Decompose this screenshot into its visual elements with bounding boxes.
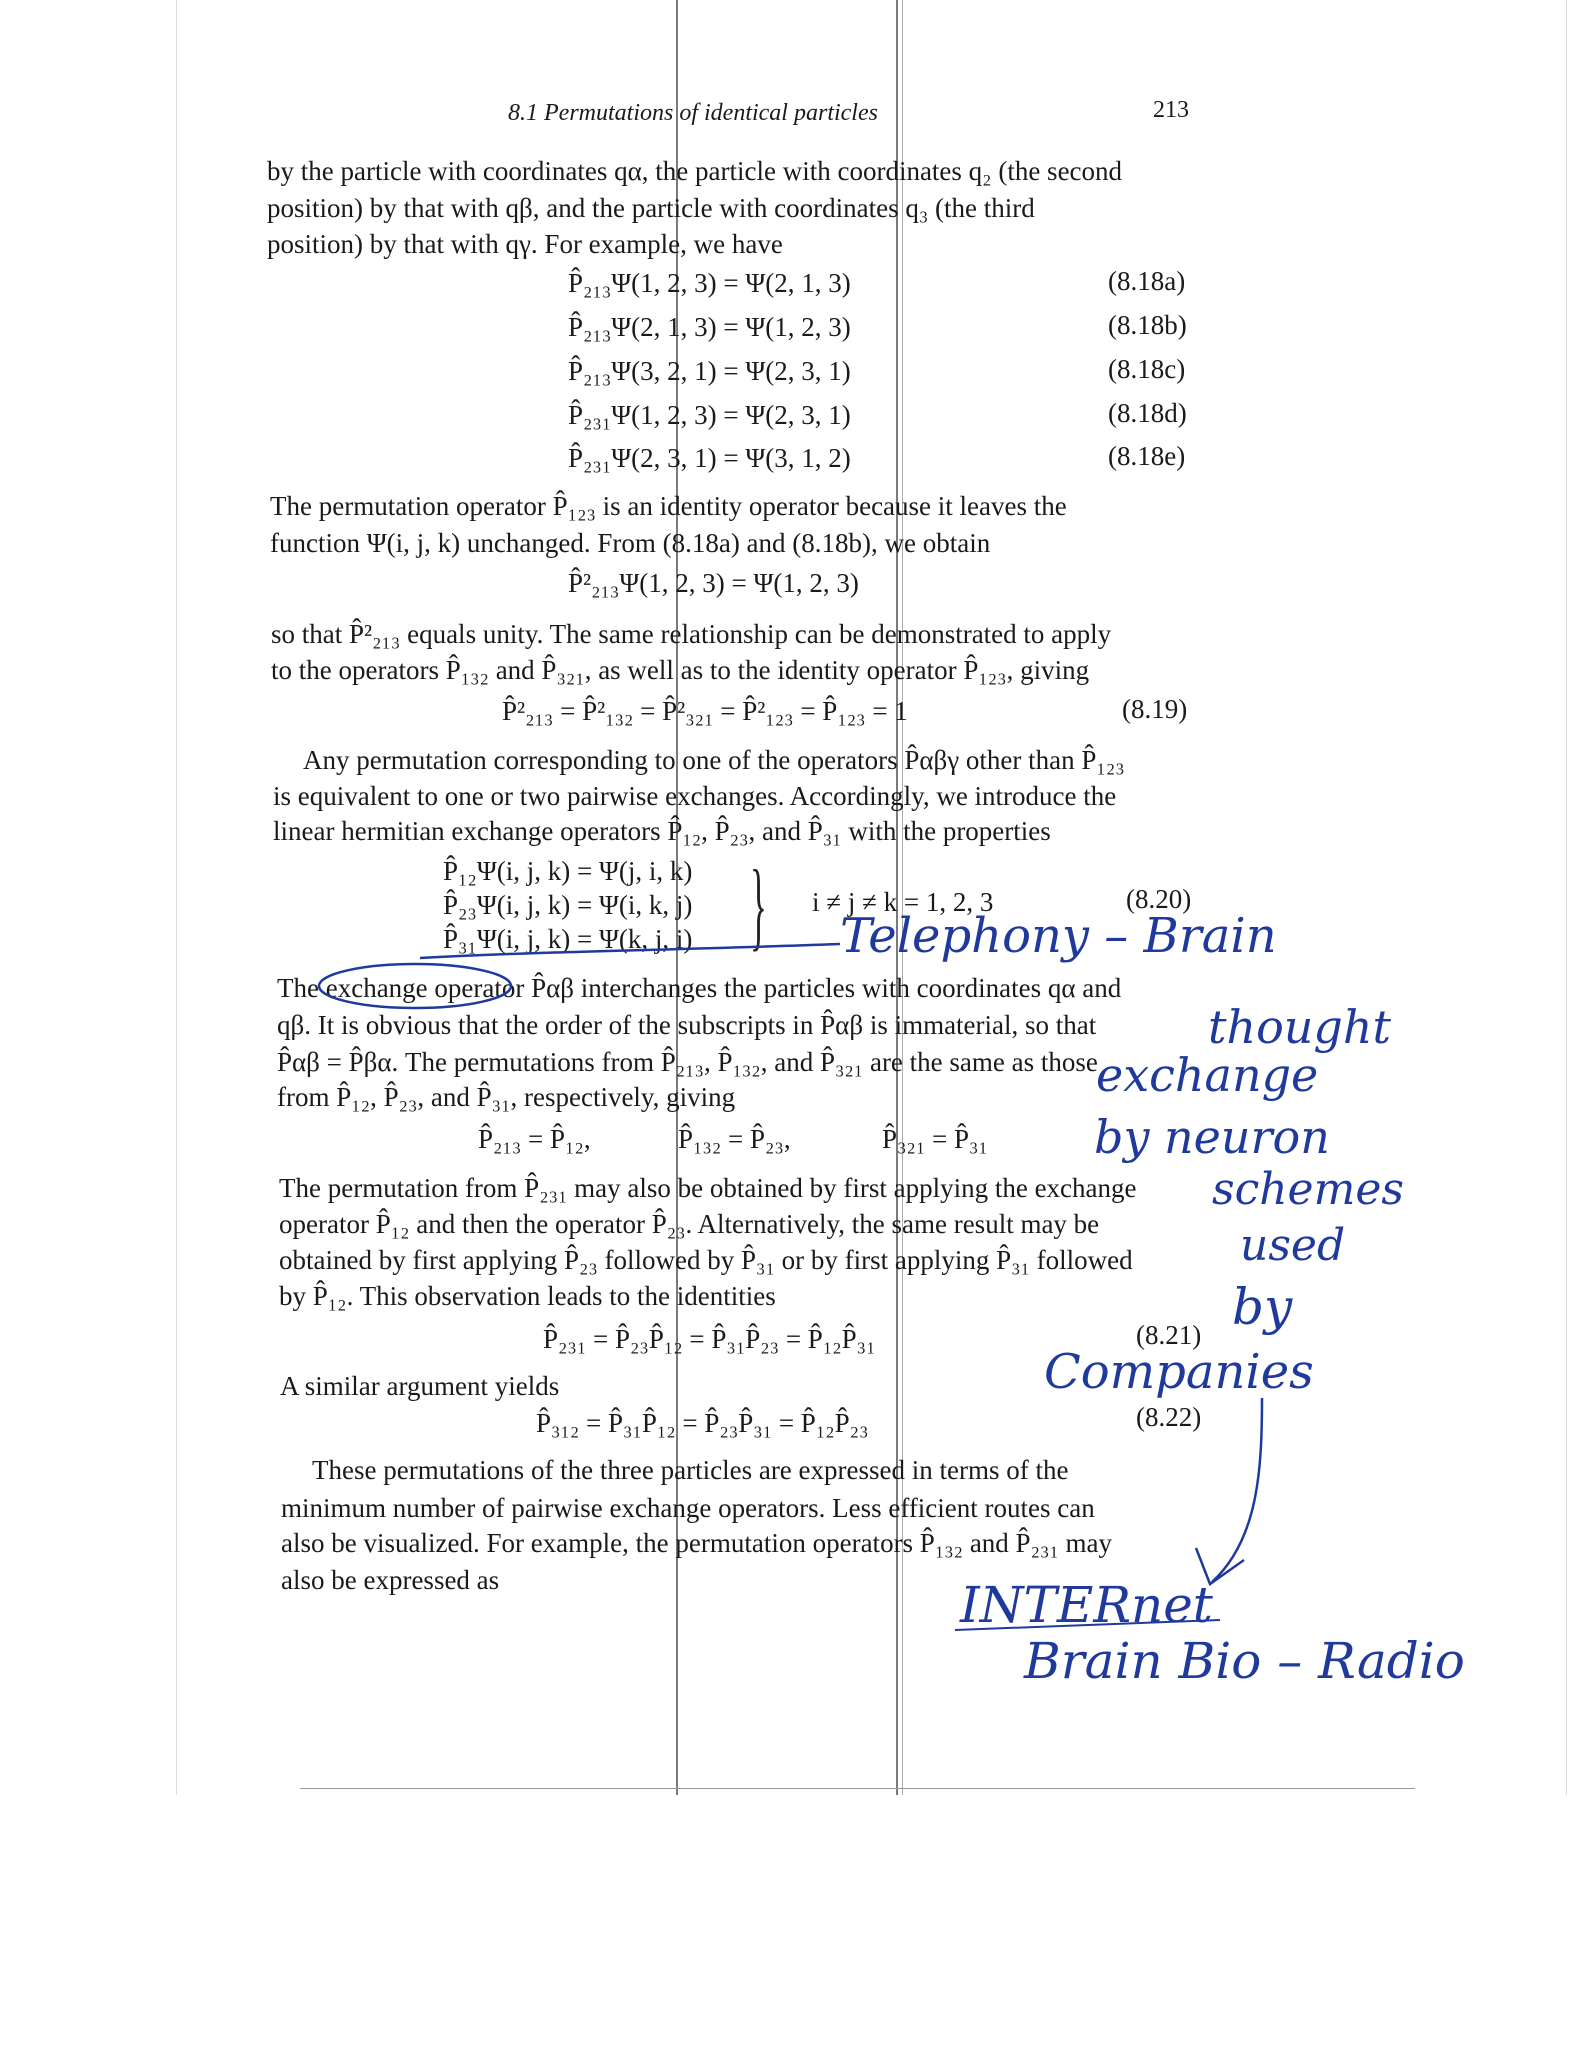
- equation-number: (8.18c): [1108, 354, 1186, 384]
- text-line: P̂αβ = P̂βα. The permutations from P̂₂₁₃, P̂₁₃₂, and P̂₃₂₁ are the same as those: [277, 1047, 1098, 1077]
- text-line: minimum number of pairwise exchange operators. Less efficient routes can: [281, 1493, 1095, 1523]
- text-line: qβ. It is obvious that the order of the subscripts in P̂αβ is immaterial, so that: [277, 1010, 1097, 1040]
- handwritten-internet: INTERnet: [960, 1576, 1213, 1634]
- equation-condition: i ≠ j ≠ k = 1, 2, 3: [812, 887, 994, 917]
- text-line: A similar argument yields: [280, 1371, 560, 1401]
- text-line: operator P̂₁₂ and then the operator P̂₂₃. Alternatively, the same result may be: [279, 1209, 1100, 1239]
- text-line: obtained by first applying P̂₂₃ followed by P̂₃₁ or by first applying P̂₃₁ followed: [279, 1245, 1133, 1275]
- text-line: linear hermitian exchange operators P̂₁₂, P̂₂₃, and P̂₃₁ with the properties: [273, 816, 1051, 846]
- text-line: The permutation operator P̂₁₂₃ is an identity operator because it leaves the: [270, 491, 1067, 521]
- text-line: These permutations of the three particles are expressed in terms of the: [312, 1455, 1069, 1485]
- equation-number: (8.22): [1136, 1402, 1202, 1432]
- equation: P̂₂₁₃ = P̂₁₂,: [478, 1124, 591, 1154]
- equation: P̂²₂₁₃ = P̂²₁₃₂ = P̂²₃₂₁ = P̂²₁₂₃ = P̂₁₂₃ = 1: [502, 696, 908, 726]
- text-line: so that P̂²₂₁₃ equals unity. The same relationship can be demonstrated to apply: [271, 619, 1112, 649]
- ink-arrow-line: [1212, 1398, 1262, 1582]
- equation: P̂²₂₁₃Ψ(1, 2, 3) = Ψ(1, 2, 3): [568, 568, 859, 598]
- ink-circle: [319, 964, 511, 1008]
- text-line: also be expressed as: [281, 1565, 500, 1595]
- handwritten-telephone-brain: Telephony – Brain: [840, 908, 1277, 964]
- text-line: position) by that with qγ. For example, we have: [267, 229, 783, 259]
- equation: P̂₂₃₁ = P̂₂₃P̂₁₂ = P̂₃₁P̂₂₃ = P̂₁₂P̂₃₁: [543, 1324, 876, 1354]
- text-line: is equivalent to one or two pairwise exchanges. Accordingly, we introduce the: [273, 781, 1117, 811]
- text-line: to the operators P̂₁₃₂ and P̂₃₂₁, as well as to the identity operator P̂₁₂₃, giving: [271, 655, 1090, 685]
- handwritten-note: by: [1232, 1278, 1293, 1336]
- equation: P̂₂₁₃Ψ(2, 1, 3) = Ψ(1, 2, 3): [568, 312, 851, 342]
- handwritten-note: schemes: [1212, 1164, 1404, 1215]
- text-line: by P̂₁₂. This observation leads to the identities: [279, 1281, 776, 1311]
- equation: P̂₂₁₃Ψ(1, 2, 3) = Ψ(2, 1, 3): [568, 268, 851, 298]
- text-line: by the particle with coordinates qα, the particle with coordinates q₂ (the second: [267, 156, 1123, 186]
- ink-underline: [420, 944, 840, 958]
- equation-number: (8.18d): [1108, 398, 1187, 428]
- handwritten-note: thought: [1208, 1000, 1391, 1054]
- equation: P̂₁₃₂ = P̂₂₃,: [678, 1124, 791, 1154]
- handwritten-note: Companies: [1044, 1344, 1314, 1400]
- equation-number: (8.18e): [1108, 441, 1186, 471]
- equation: P̂₂₃₁Ψ(2, 3, 1) = Ψ(3, 1, 2): [568, 443, 851, 473]
- equation: P̂₃₁Ψ(i, j, k) = Ψ(k, j, i): [443, 924, 693, 954]
- equation: P̂₂₁₃Ψ(3, 2, 1) = Ψ(2, 3, 1): [568, 356, 851, 386]
- right-brace: }: [750, 849, 767, 960]
- equation-number: (8.20): [1126, 884, 1192, 914]
- running-title: 8.1 Permutations of identical particles: [508, 100, 878, 126]
- equation: P̂₃₂₁ = P̂₃₁: [882, 1124, 988, 1154]
- text-line: Any permutation corresponding to one of the operators P̂αβγ other than P̂₁₂₃: [303, 745, 1125, 775]
- equation: P̂₂₃Ψ(i, j, k) = Ψ(i, k, j): [443, 890, 693, 920]
- handwritten-note: exchange: [1096, 1048, 1319, 1102]
- handwritten-note: by neuron: [1094, 1110, 1330, 1164]
- equation: P̂₃₁₂ = P̂₃₁P̂₁₂ = P̂₂₃P̂₃₁ = P̂₁₂P̂₂₃: [536, 1408, 869, 1438]
- handwritten-note: used: [1240, 1220, 1346, 1271]
- text-line: The exchange operator P̂αβ interchanges the particles with coordinates qα and: [277, 973, 1122, 1003]
- text-line: also be visualized. For example, the permutation operators P̂₁₃₂ and P̂₂₃₁ may: [281, 1528, 1113, 1558]
- equation-number: (8.18a): [1108, 266, 1186, 296]
- handwritten-brain-bio-radio: Brain Bio – Radio: [1024, 1632, 1465, 1690]
- text-line: from P̂₁₂, P̂₂₃, and P̂₃₁, respectively, giving: [277, 1082, 736, 1112]
- page-number: 213: [1153, 97, 1189, 123]
- equation: P̂₂₃₁Ψ(1, 2, 3) = Ψ(2, 3, 1): [568, 400, 851, 430]
- text-line: position) by that with qβ, and the particle with coordinates q₃ (the third: [267, 193, 1035, 223]
- equation: P̂₁₂Ψ(i, j, k) = Ψ(j, i, k): [443, 856, 693, 886]
- equation-number: (8.19): [1122, 694, 1188, 724]
- equation-number: (8.21): [1136, 1320, 1202, 1350]
- text-line: The permutation from P̂₂₃₁ may also be obtained by first applying the exchange: [279, 1173, 1137, 1203]
- equation-number: (8.18b): [1108, 310, 1187, 340]
- text-line: function Ψ(i, j, k) unchanged. From (8.18a) and (8.18b), we obtain: [270, 528, 991, 558]
